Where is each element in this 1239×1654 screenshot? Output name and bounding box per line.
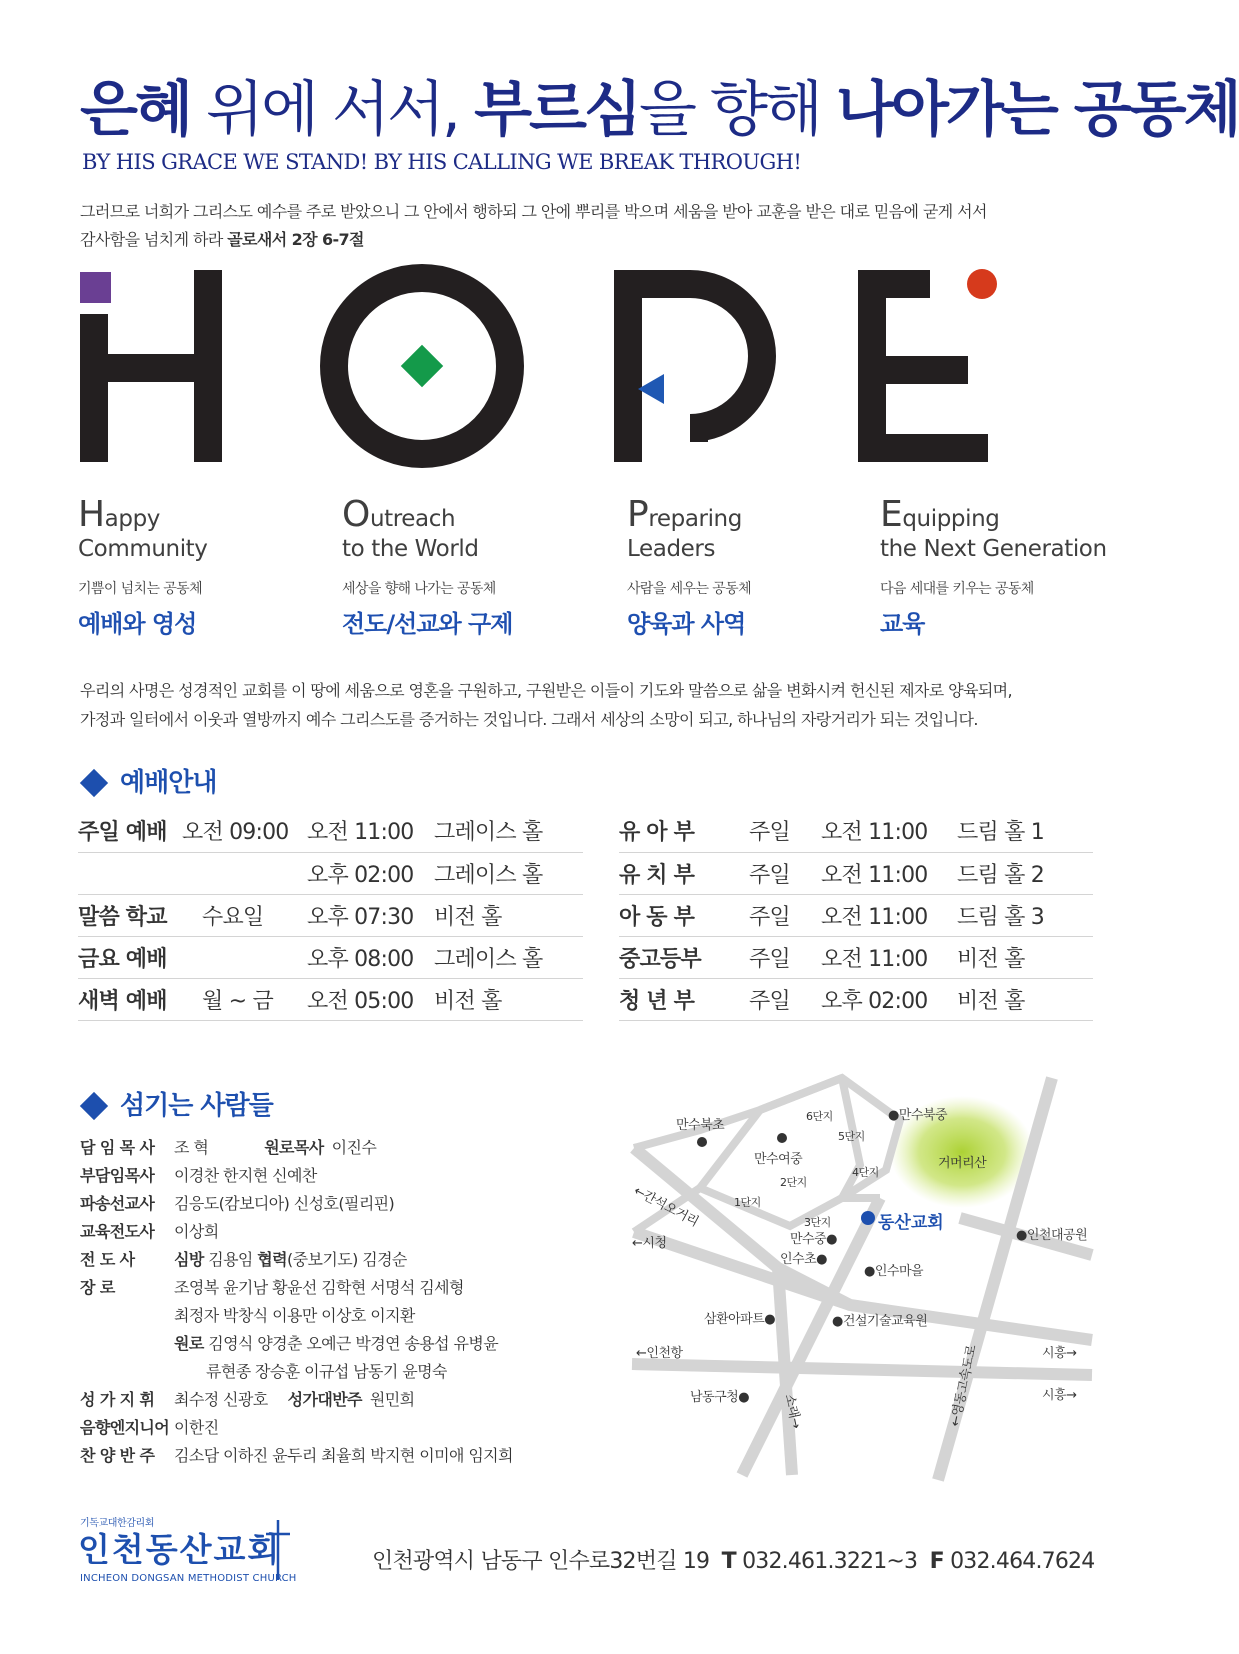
- staff-title-text: 섬기는 사람들: [120, 1091, 273, 1121]
- headline-part: 나아가는 공동체: [835, 75, 1239, 145]
- headline-part: 을 향해: [638, 75, 836, 145]
- staff-names: (중보기도) 김경순: [287, 1250, 407, 1269]
- service-time: 오전 11:00: [307, 810, 434, 852]
- staff-names: 원민희: [369, 1390, 415, 1409]
- mission-line: 우리의 사명은 성경적인 교회를 이 땅에 세움으로 영혼을 구원하고, 구원받은 이들이 기도와 말씀으로 삶을 변화시켜 헌신된 제자로 양육되며,: [80, 681, 1013, 700]
- map-label: ←시청: [632, 1236, 667, 1251]
- hope-word-rest: utreach: [369, 506, 456, 532]
- staff-names: 김영식 양경춘 오예근 박경연 송용섭 유병윤: [208, 1334, 499, 1353]
- staff-names: 김소담 이하진 윤두리 최율희 박지현 이미애 임지희: [174, 1446, 513, 1465]
- service-place: 그레이스 홀: [434, 936, 583, 978]
- dept-day: 주일: [749, 894, 821, 936]
- staff-role: 교육전도사: [80, 1222, 155, 1241]
- staff-role: 찬 양 반 주: [80, 1446, 155, 1465]
- hope-word-line2: Leaders: [627, 536, 716, 562]
- hope-initial: P: [627, 494, 649, 535]
- dept-day: 주일: [749, 810, 821, 852]
- service-name: 말씀 학교: [78, 894, 182, 936]
- staff-names: 김용임: [208, 1250, 253, 1269]
- headline-part: 부르심: [474, 75, 639, 145]
- staff-names: 조 혁: [174, 1138, 209, 1157]
- hope-focus: 양육과 사역: [627, 610, 746, 638]
- hope-word-line2: to the World: [342, 536, 479, 562]
- dept-place: 비전 홀: [957, 978, 1093, 1020]
- map-label: 시흥→: [1042, 1388, 1077, 1403]
- service-time: 오후 02:00: [307, 852, 434, 894]
- map-label: ←인천항: [636, 1346, 683, 1361]
- dept-place: 드림 홀 2: [957, 852, 1093, 894]
- dept-name: 청 년 부: [619, 978, 749, 1020]
- dept-place: 드림 홀 1: [957, 810, 1093, 852]
- map-label: 5단지: [838, 1130, 865, 1143]
- map-label: 시흥→: [1042, 1346, 1077, 1361]
- staff-names: 최정자 박창식 이용만 이상호 이지환: [174, 1306, 415, 1325]
- church-logo-name: 인천동산교회: [78, 1530, 282, 1569]
- staff-names: 이한진: [174, 1418, 219, 1437]
- verse-line: 그러므로 너희가 그리스도 예수를 주로 받았으니 그 안에서 행하되 그 안에 뿌리를 박으며 세움을 받아 교훈을 받은 대로 믿음에 굳게 서서: [80, 202, 987, 221]
- hope-korean-desc: 사람을 세우는 공동체: [627, 581, 752, 597]
- map-label: 만수여중: [754, 1152, 803, 1167]
- verse-reference: 골로새서 2장 6-7절: [227, 230, 364, 249]
- map-label: 소래→: [781, 1392, 804, 1430]
- service-time: 오후 07:30: [307, 894, 434, 936]
- map-label: ●만수북중: [888, 1108, 948, 1123]
- staff-names: 류현종 장승훈 이규섭 남동기 윤명숙: [206, 1362, 447, 1381]
- service-day: 오전 09:00: [182, 810, 307, 852]
- service-name: 새벽 예배: [78, 978, 182, 1020]
- denomination-label: 기독교대한감리회: [80, 1518, 155, 1529]
- service-place: 비전 홀: [434, 978, 583, 1020]
- staff-subrole: 심방: [174, 1250, 204, 1269]
- page-subhead: BY HIS GRACE WE STAND! BY HIS CALLING WE BREAK THROUGH!: [82, 150, 802, 174]
- hope-focus: 교육: [880, 610, 925, 638]
- dept-name: 아 동 부: [619, 894, 749, 936]
- church-location-pin: [861, 1211, 875, 1225]
- hope-word-rest: appy: [104, 506, 160, 532]
- map-label: 4단지: [852, 1166, 879, 1179]
- staff-role: 전 도 사: [80, 1250, 135, 1269]
- staff-names: 최수정 신광호: [174, 1390, 268, 1409]
- map-label: 거머리산: [938, 1156, 987, 1171]
- staff-role: 장 로: [80, 1278, 115, 1297]
- dept-day: 주일: [749, 852, 821, 894]
- hope-word-rest: reparing: [648, 506, 742, 532]
- dept-name: 중고등부: [619, 936, 749, 978]
- fax-label: F: [929, 1549, 944, 1574]
- dept-name: 유 아 부: [619, 810, 749, 852]
- staff-role: 성가대반주: [287, 1390, 362, 1409]
- staff-role: 담 임 목 사: [80, 1138, 155, 1157]
- dept-day: 주일: [749, 978, 821, 1020]
- service-place: 그레이스 홀: [434, 810, 583, 852]
- hope-word-line2: the Next Generation: [880, 536, 1107, 562]
- map-label: ●인수마을: [864, 1264, 924, 1279]
- service-day: 월 ~ 금: [182, 978, 307, 1020]
- cross-icon: [264, 1518, 290, 1582]
- map-label: 2단지: [780, 1176, 807, 1189]
- staff-role: 파송선교사: [80, 1194, 155, 1213]
- hope-korean-desc: 세상을 향해 나가는 공동체: [342, 581, 496, 597]
- dept-place: 비전 홀: [957, 936, 1093, 978]
- staff-names: 김응도(캄보디아) 신성호(필리핀): [174, 1194, 395, 1213]
- fax-number: 032.464.7624: [950, 1549, 1095, 1574]
- dept-day: 주일: [749, 936, 821, 978]
- hope-focus: 예배와 영성: [78, 610, 197, 638]
- hope-word-rest: quipping: [902, 506, 1000, 532]
- hope-initial: E: [880, 494, 903, 535]
- hope-initial: O: [342, 494, 370, 535]
- map-label: 남동구청●: [690, 1390, 750, 1405]
- address-text: 인천광역시 남동구 인수로32번길 19: [372, 1549, 710, 1574]
- church-logo-english: INCHEON DONGSAN METHODIST CHURCH: [80, 1573, 297, 1584]
- headline-part: 위에 서서,: [189, 75, 475, 145]
- church-address: [372, 1544, 1094, 1575]
- hope-korean-desc: 기쁨이 넘치는 공동체: [78, 581, 203, 597]
- tel-label: T: [721, 1549, 736, 1574]
- staff-subrole: 협력: [257, 1250, 288, 1269]
- dept-time: 오전 11:00: [821, 810, 957, 852]
- hope-word-line2: Community: [78, 536, 208, 562]
- map-label: 1단지: [734, 1196, 761, 1209]
- map-label: 만수북초: [676, 1118, 725, 1133]
- verse-line: 감사함을 넘치게 하라: [80, 230, 223, 249]
- staff-names: 이상희: [174, 1222, 219, 1241]
- mission-line: 가정과 일터에서 이웃과 열방까지 예수 그리스도를 증거하는 것입니다. 그래서 세상의 소망이 되고, 하나님의 자랑거리가 되는 것입니다.: [80, 710, 978, 729]
- staff-subrole: 원로: [174, 1334, 204, 1353]
- dept-name: 유 치 부: [619, 852, 749, 894]
- map-label: ←영동고속도로: [947, 1343, 980, 1428]
- service-time: 오후 08:00: [307, 936, 434, 978]
- map-label: ←간석오거리: [631, 1183, 701, 1230]
- tel-number: 032.461.3221~3: [742, 1549, 918, 1574]
- map-label: 만수중●: [790, 1232, 838, 1247]
- services-title-text: 예배안내: [120, 768, 217, 798]
- map-label: ●인천대공원: [1016, 1228, 1088, 1243]
- service-place: 비전 홀: [434, 894, 583, 936]
- dept-time: 오전 11:00: [821, 894, 957, 936]
- map-label: 6단지: [806, 1110, 833, 1123]
- service-place: 그레이스 홀: [434, 852, 583, 894]
- map-church-label: 동산교회: [878, 1213, 944, 1233]
- service-day: 수요일: [182, 894, 307, 936]
- map-label: 3단지: [804, 1216, 831, 1229]
- dept-place: 드림 홀 3: [957, 894, 1093, 936]
- staff-names: 이진수: [331, 1138, 377, 1157]
- staff-role: 원로목사: [264, 1138, 324, 1157]
- staff-role: 음향엔지니어: [80, 1418, 170, 1437]
- map-label: 인수초●: [780, 1252, 828, 1267]
- staff-role: 부담임목사: [80, 1166, 155, 1185]
- hope-initial: H: [78, 494, 105, 535]
- service-name: 금요 예배: [78, 936, 182, 978]
- dept-time: 오전 11:00: [821, 936, 957, 978]
- map-label: ●건설기술교육원: [832, 1314, 928, 1329]
- service-name: 주일 예배: [78, 810, 182, 852]
- staff-role: 성 가 지 휘: [80, 1390, 155, 1409]
- headline-part: 은혜: [80, 75, 190, 145]
- hope-focus: 전도/선교와 구제: [342, 610, 513, 638]
- map-label: 삼환아파트●: [704, 1312, 776, 1327]
- staff-names: 이경찬 한지현 신예찬: [174, 1166, 317, 1185]
- staff-names: 조영복 윤기남 황윤선 김학현 서명석 김세형: [174, 1278, 464, 1297]
- dept-time: 오후 02:00: [821, 978, 957, 1020]
- hope-korean-desc: 다음 세대를 키우는 공동체: [880, 581, 1034, 597]
- service-time: 오전 05:00: [307, 978, 434, 1020]
- dept-time: 오전 11:00: [821, 852, 957, 894]
